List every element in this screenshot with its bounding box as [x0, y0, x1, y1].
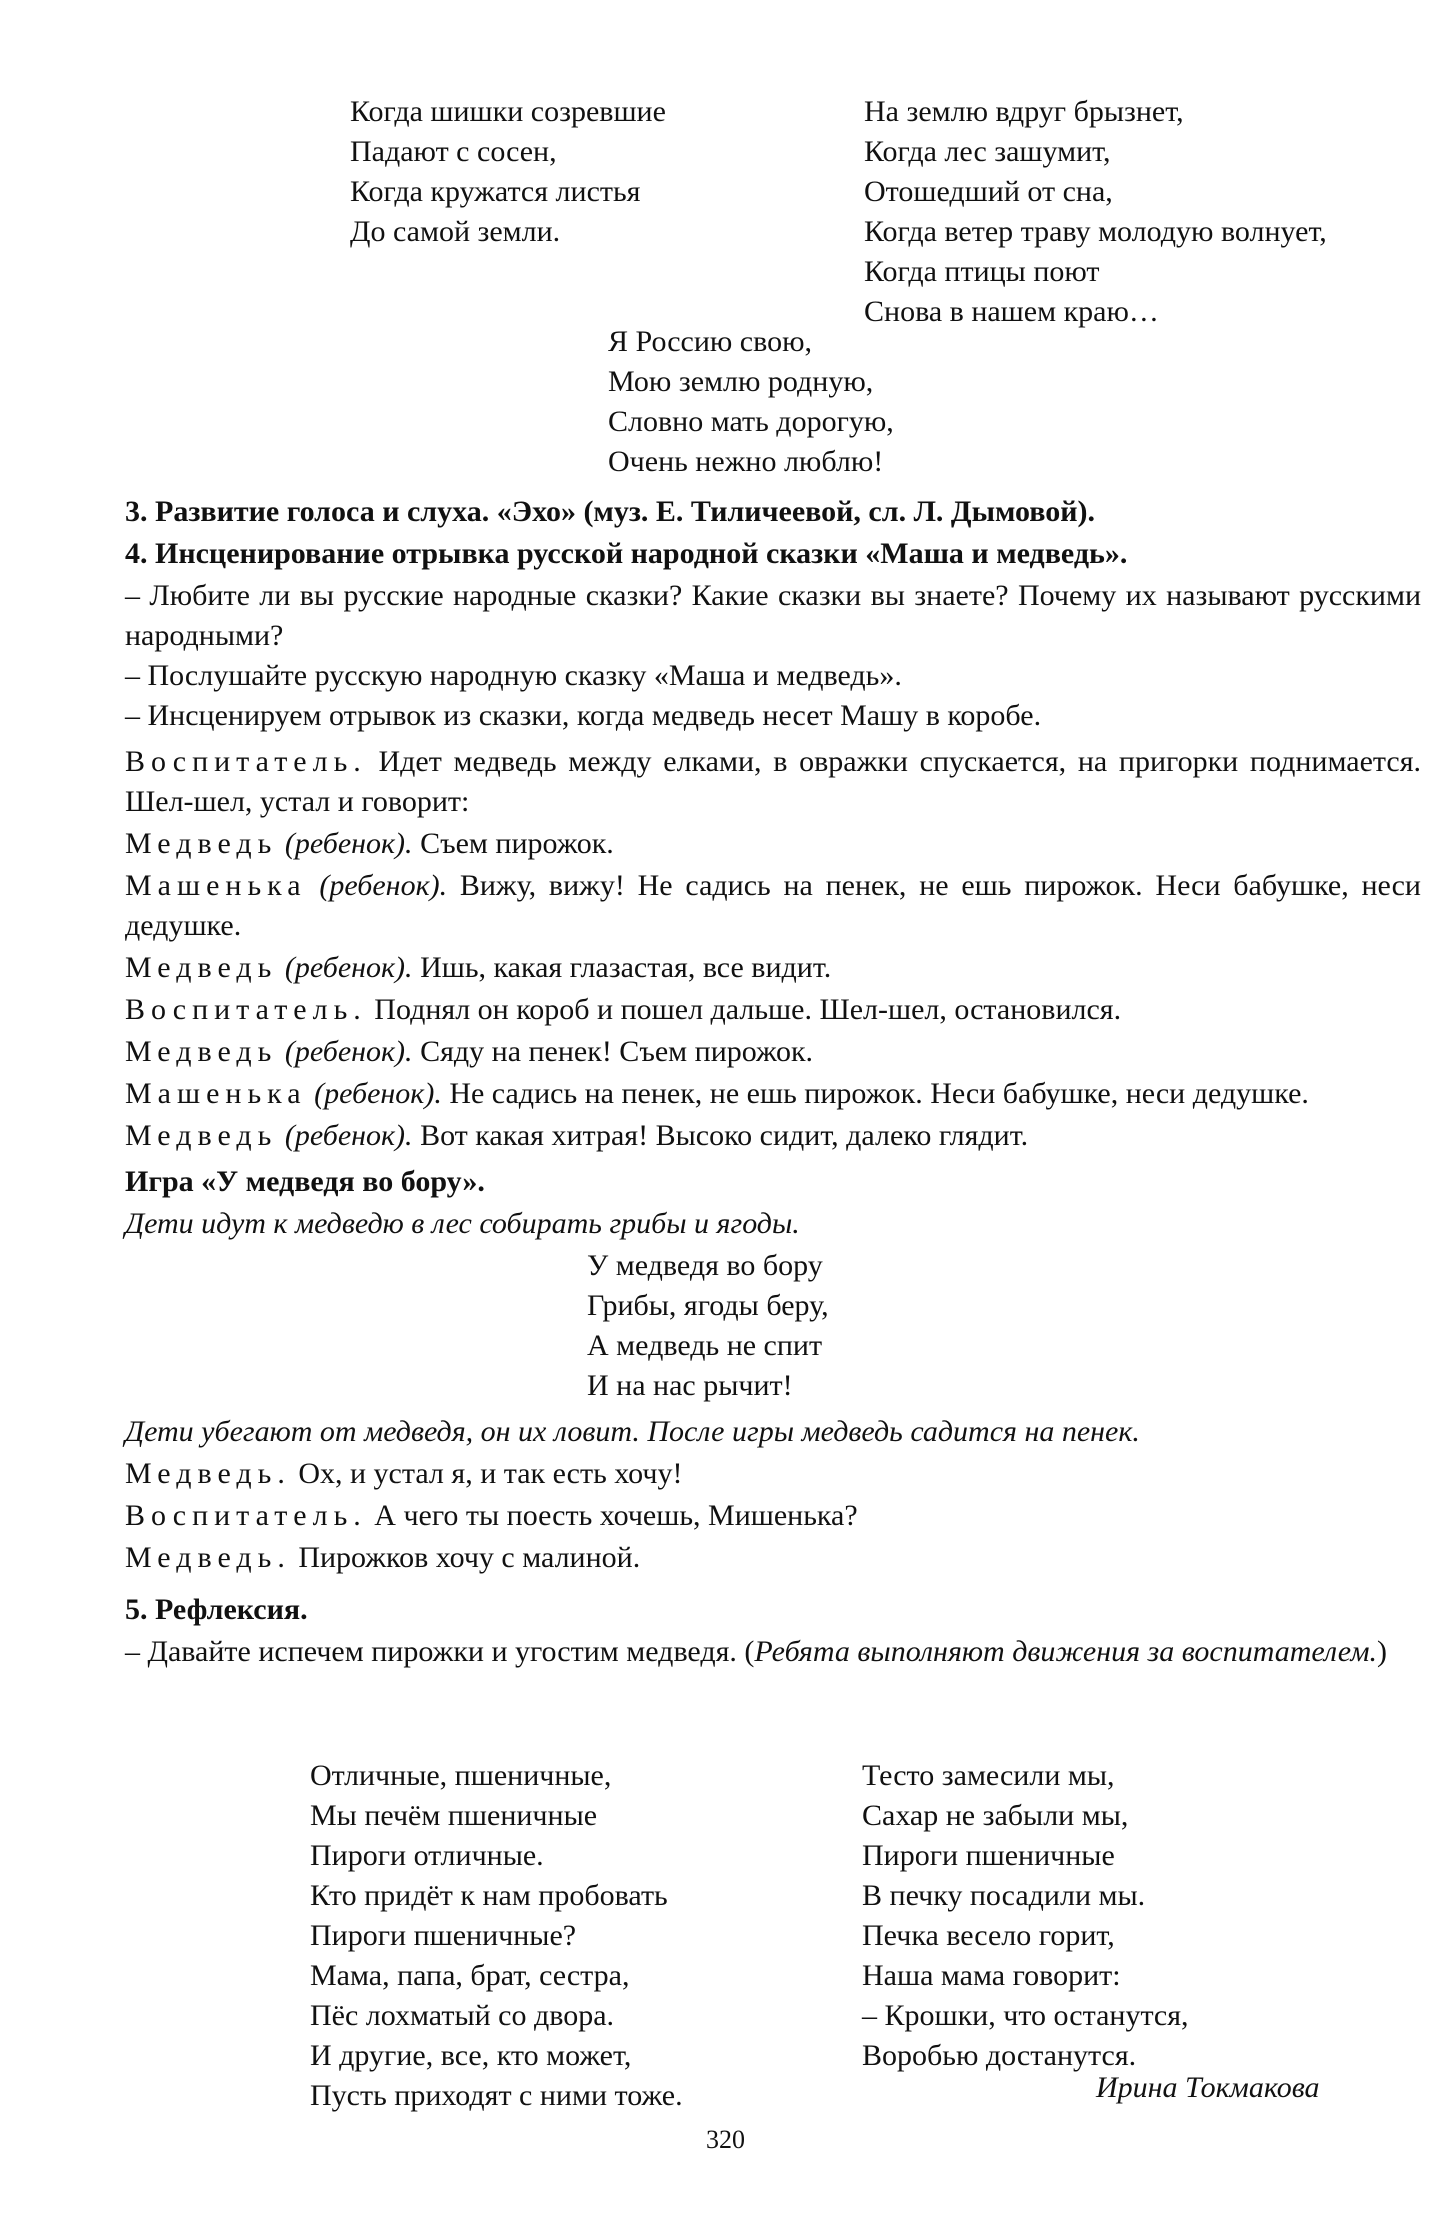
- dialog-line: [125, 824, 1421, 864]
- dialog-line: [125, 866, 1421, 946]
- section-4-heading: 4. Инсценирование отрывка русской народной сказки «Маша и медведь».: [125, 537, 1128, 570]
- game-note: Дети идут к медведю в лес собирать грибы и ягоды.: [125, 1207, 800, 1240]
- reflection-text: – Давайте испечем пирожки и угостим медведя. (: [125, 1635, 755, 1668]
- question-paragraph: – Послушайте русскую народную сказку «Маша и медведь».: [125, 659, 902, 692]
- main-text-block: [125, 492, 1421, 1672]
- verse-line: Печка весело горит,: [862, 1919, 1115, 1952]
- verse-line: Пироги пшеничные: [862, 1839, 1115, 1872]
- dialog-text: Не садись на пенек, не ешь пирожок. Неси бабушке, неси дедушке.: [441, 1077, 1309, 1110]
- verse-line: Пусть приходят с ними тоже.: [310, 2079, 683, 2112]
- speaker-note: (ребенок).: [277, 1035, 413, 1068]
- verse-line: Когда шишки созревшие: [350, 95, 666, 128]
- dialog-line: [125, 1032, 1421, 1072]
- verse-line: Грибы, ягоды беру,: [587, 1289, 829, 1322]
- dialog-line: [125, 990, 1421, 1030]
- game-note: Дети убегают от медведя, он их ловит. После игры медведь садится на пенек.: [125, 1415, 1140, 1448]
- dialog-line: [125, 1116, 1421, 1156]
- verse-line: Падают с сосен,: [350, 135, 557, 168]
- dialog-text: Ох, и устал я, и так есть хочу!: [290, 1457, 683, 1490]
- dialog-text: Сяду на пенек! Съем пирожок.: [412, 1035, 814, 1068]
- speaker-role: Воспитатель.: [125, 745, 367, 778]
- verse-line: Когда лес зашумит,: [864, 135, 1111, 168]
- verse-line: Словно мать дорогую,: [608, 405, 894, 438]
- speaker-role: Медведь: [125, 951, 278, 984]
- dialog-line: [125, 948, 1421, 988]
- verse1-left-column: [350, 92, 666, 252]
- dialog-text: Идет медведь между елками, в овражки спускается, на пригорки поднимается. Шел-шел, устал и говорит:: [125, 745, 1421, 818]
- verse-line: У медведя во бору: [587, 1249, 823, 1282]
- verse-line: Когда ветер траву молодую волнует,: [864, 215, 1327, 248]
- verse-line: Мама, папа, брат, сестра,: [310, 1959, 630, 1992]
- verse2-left-column: [310, 1756, 683, 2116]
- verse-line: Пироги пшеничные?: [310, 1919, 577, 1952]
- verse-line: Пёс лохматый со двора.: [310, 1999, 615, 2032]
- speaker-note: (ребенок).: [306, 869, 448, 902]
- verse-line: Кто придёт к нам пробовать: [310, 1879, 668, 1912]
- speaker-role: Машенька: [125, 1077, 307, 1110]
- dialog-text: А чего ты поесть хочешь, Мишенька?: [366, 1499, 858, 1532]
- section-5-heading: 5. Рефлексия.: [125, 1593, 308, 1626]
- dialog-line: [125, 1074, 1421, 1114]
- verse-line: И другие, все, кто может,: [310, 2039, 632, 2072]
- dialog-text: Пирожков хочу с малиной.: [290, 1541, 641, 1574]
- verse-line: Когда птицы поют: [864, 255, 1100, 288]
- verse-line: Сахар не забыли мы,: [862, 1799, 1129, 1832]
- verse-line: Отличные, пшеничные,: [310, 1759, 612, 1792]
- verse-line: Пироги отличные.: [310, 1839, 544, 1872]
- dialog-text: Съем пирожок.: [412, 827, 614, 860]
- speaker-role: Машенька: [125, 869, 307, 902]
- speaker-role: Воспитатель.: [125, 1499, 367, 1532]
- speaker-note: (ребенок).: [306, 1077, 442, 1110]
- verse1-right-column: [864, 92, 1327, 332]
- verse2-right-column: [862, 1756, 1189, 2076]
- speaker-role: Медведь: [125, 827, 278, 860]
- verse-line: Снова в нашем краю…: [864, 295, 1159, 328]
- dialog-text: Поднял он короб и пошел дальше. Шел-шел, остановился.: [366, 993, 1122, 1026]
- verse-line: Мою землю родную,: [608, 365, 874, 398]
- dialog-line: [125, 1538, 1421, 1578]
- verse-line: – Крошки, что останутся,: [862, 1999, 1189, 2032]
- verse-line: И на нас рычит!: [587, 1369, 793, 1402]
- verse-line: До самой земли.: [350, 215, 561, 248]
- speaker-role: Медведь: [125, 1035, 278, 1068]
- dialog-text: Ишь, какая глазастая, все видит.: [412, 951, 832, 984]
- verse-line: Отошедший от сна,: [864, 175, 1113, 208]
- verse1-center-column: [608, 322, 894, 482]
- reflection-end: ): [1377, 1635, 1388, 1668]
- speaker-note: (ребенок).: [277, 1119, 413, 1152]
- poem-author: Ирина Токмакова: [1096, 2071, 1320, 2104]
- speaker-role: Медведь.: [125, 1457, 291, 1490]
- verse-line: А медведь не спит: [587, 1329, 823, 1362]
- dialog-line: [125, 742, 1421, 822]
- verse-line: Я Россию свою,: [608, 325, 812, 358]
- section-3-heading: 3. Развитие голоса и слуха. «Эхо» (муз. Е. Тиличеевой, сл. Л. Дымовой).: [125, 495, 1096, 528]
- dialog-line: [125, 1496, 1421, 1536]
- reflection-paragraph: [125, 1632, 1421, 1672]
- speaker-note: (ребенок).: [277, 951, 413, 984]
- verse-line: Очень нежно люблю!: [608, 445, 884, 478]
- verse-line: Наша мама говорит:: [862, 1959, 1121, 1992]
- game-title: Игра «У медведя во бору».: [125, 1165, 485, 1198]
- verse-line: Мы печём пшеничные: [310, 1799, 598, 1832]
- speaker-role: Медведь: [125, 1119, 278, 1152]
- verse-line: В печку посадили мы.: [862, 1879, 1146, 1912]
- game-verse: [125, 1246, 1421, 1406]
- question-paragraph: – Инсценируем отрывок из сказки, когда медведь несет Машу в коробе.: [125, 699, 1042, 732]
- reflection-note: Ребята выполняют движения за воспитателем.: [754, 1635, 1378, 1668]
- page-number: 320: [706, 2125, 745, 2154]
- question-paragraph: – Любите ли вы русские народные сказки? Какие сказки вы знаете? Почему их называют русскими народными?: [125, 579, 1421, 652]
- verse-line: Тесто замесили мы,: [862, 1759, 1115, 1792]
- dialog-text: Вижу, вижу! Не садись на пенек, не ешь пирожок. Неси бабушке, неси дедушке.: [125, 869, 1421, 942]
- verse-line: На землю вдруг брызнет,: [864, 95, 1184, 128]
- verse-line: Когда кружатся листья: [350, 175, 641, 208]
- verse-line: Воробью достанутся.: [862, 2039, 1137, 2072]
- dialog-line: [125, 1454, 1421, 1494]
- dialog-text: Вот какая хитрая! Высоко сидит, далеко глядит.: [412, 1119, 1029, 1152]
- speaker-role: Воспитатель.: [125, 993, 367, 1026]
- speaker-note: (ребенок).: [277, 827, 413, 860]
- speaker-role: Медведь.: [125, 1541, 291, 1574]
